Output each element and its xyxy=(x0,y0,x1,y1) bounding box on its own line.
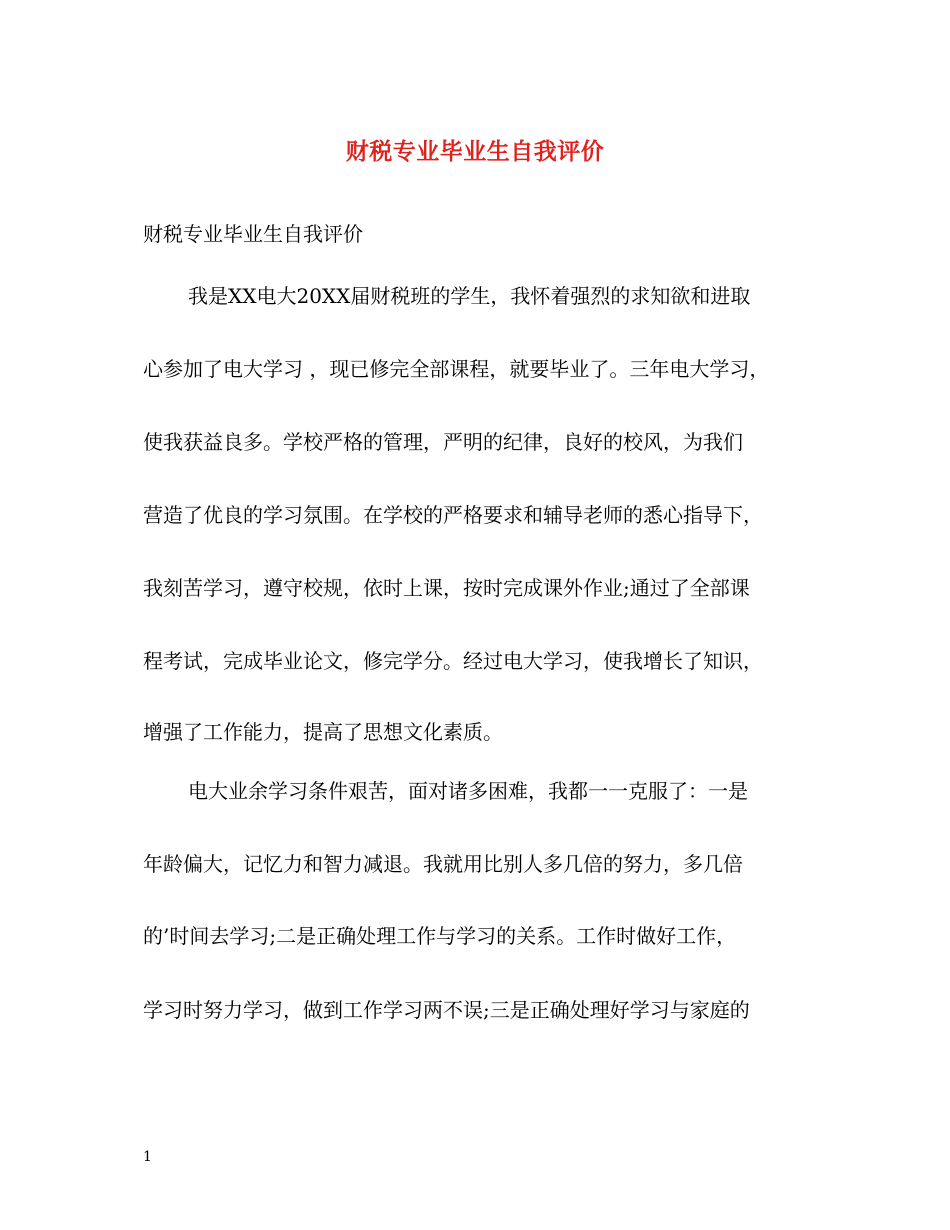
paragraph-line: 我刻苦学习，遵守校规，依时上课，按时完成课外作业;通过了全部课 xyxy=(143,576,750,600)
paragraph-line: 我是XX电大20XX届财税班的学生，我怀着强烈的求知欲和进取 xyxy=(188,284,751,308)
paragraph-line: 心参加了电大学习 ，现已修完全部课程，就要毕业了。三年电大学习， xyxy=(143,357,770,381)
paragraph-line: 营造了优良的学习氛围。在学校的严格要求和辅导老师的悉心指导下， xyxy=(143,503,763,527)
paragraph-line: 学习时努力学习，做到工作学习两不误;三是正确处理好学习与家庭的 xyxy=(143,998,750,1022)
paragraph-line: 的’时间去学习;二是正确处理工作与学习的关系。工作时做好工作， xyxy=(143,924,737,948)
paragraph-line: 年龄偏大，记忆力和智力减退。我就用比别人多几倍的努力，多几倍 xyxy=(143,852,743,876)
paragraph-line: 使我获益良多。学校严格的管理，严明的纪律，良好的校风，为我们 xyxy=(143,430,743,454)
paragraph-line: 增强了工作能力，提高了思想文化素质。 xyxy=(143,720,503,744)
document-title: 财税专业毕业生自我评价 xyxy=(345,138,605,165)
page-number: 1 xyxy=(143,1149,152,1165)
paragraph-line: 程考试，完成毕业论文，修完学分。经过电大学习，使我增长了知识， xyxy=(143,649,763,673)
paragraph-line: 电大业余学习条件艰苦，面对诸多困难，我都一一克服了：一是 xyxy=(188,779,748,803)
document-subtitle: 财税专业毕业生自我评价 xyxy=(143,222,363,246)
